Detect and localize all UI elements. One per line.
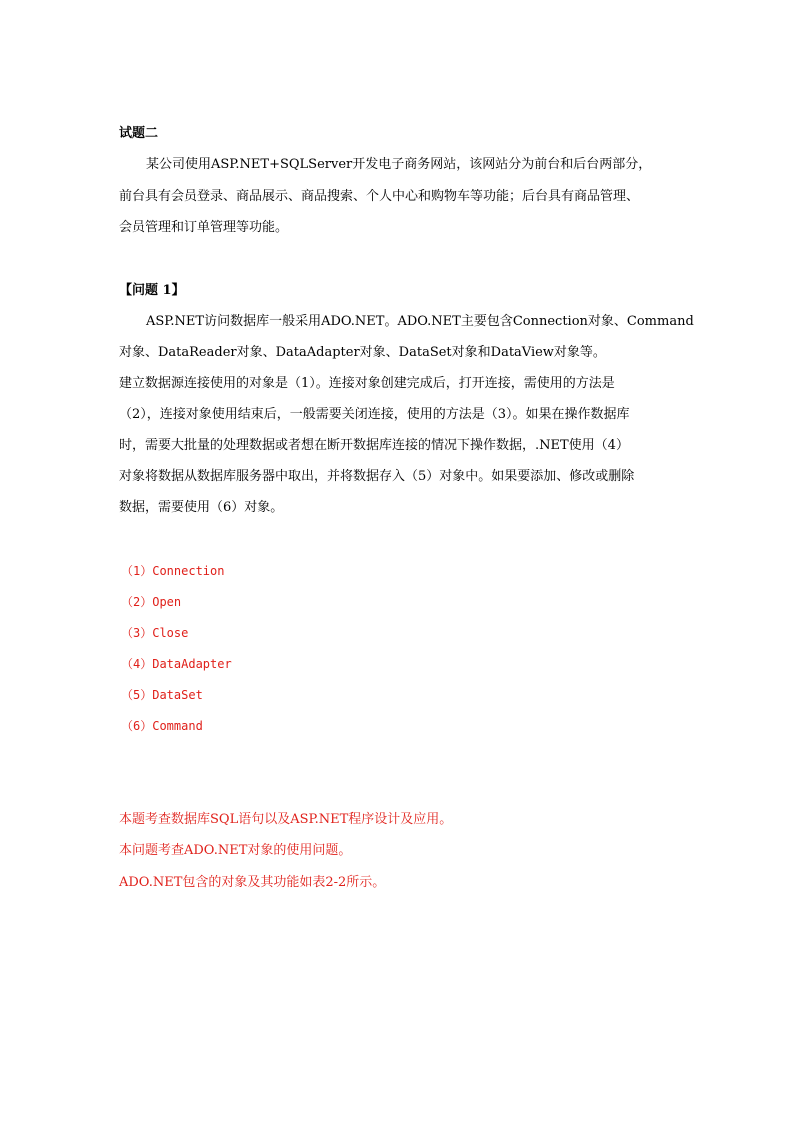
analysis-line-3: ADO.NET包含的对象及其功能如表2-2所示。 xyxy=(119,875,386,890)
question-line-4: （2），连接对象使用结束后，一般需要关闭连接，使用的方法是（3）。如果在操作数据库 xyxy=(119,407,630,422)
intro-line-2: 前台具有会员登录、商品展示、商品搜索、个人中心和购物车等功能；后台具有商品管理、 xyxy=(119,189,640,204)
question-line-7: 数据，需要使用（6）对象。 xyxy=(119,500,284,515)
intro-line-1: 某公司使用ASP.NET+SQLServer开发电子商务网站，该网站分为前台和后台两部分， xyxy=(146,157,652,172)
analysis-line-2: 本问题考查ADO.NET对象的使用问题。 xyxy=(119,843,352,858)
answer-1: （1）Connection xyxy=(121,564,225,578)
answer-4: （4）DataAdapter xyxy=(121,657,232,671)
answer-3: （3）Close xyxy=(121,626,189,640)
answer-5: （5）DataSet xyxy=(121,688,203,702)
intro-line-3: 会员管理和订单管理等功能。 xyxy=(119,220,289,235)
question-line-1: ASP.NET访问数据库一般采用ADO.NET。ADO.NET主要包含Connection对象、Command xyxy=(146,314,694,329)
answer-6: （6）Command xyxy=(121,719,203,733)
question-line-5: 时，需要大批量的处理数据或者想在断开数据库连接的情况下操作数据，.NET使用（4） xyxy=(119,438,629,453)
answer-2: （2）Open xyxy=(121,595,182,609)
question-line-3: 建立数据源连接使用的对象是（1）。连接对象创建完成后，打开连接，需使用的方法是 xyxy=(119,376,615,391)
analysis-line-1: 本题考查数据库SQL语句以及ASP.NET程序设计及应用。 xyxy=(119,812,453,827)
section-title: 试题二 xyxy=(119,126,159,141)
question-heading: 【问题 1】 xyxy=(119,283,185,298)
question-line-2: 对象、DataReader对象、DataAdapter对象、DataSet对象和DataView对象等。 xyxy=(119,345,606,360)
question-line-6: 对象将数据从数据库服务器中取出，并将数据存入（5）对象中。如果要添加、修改或删除 xyxy=(119,469,635,484)
